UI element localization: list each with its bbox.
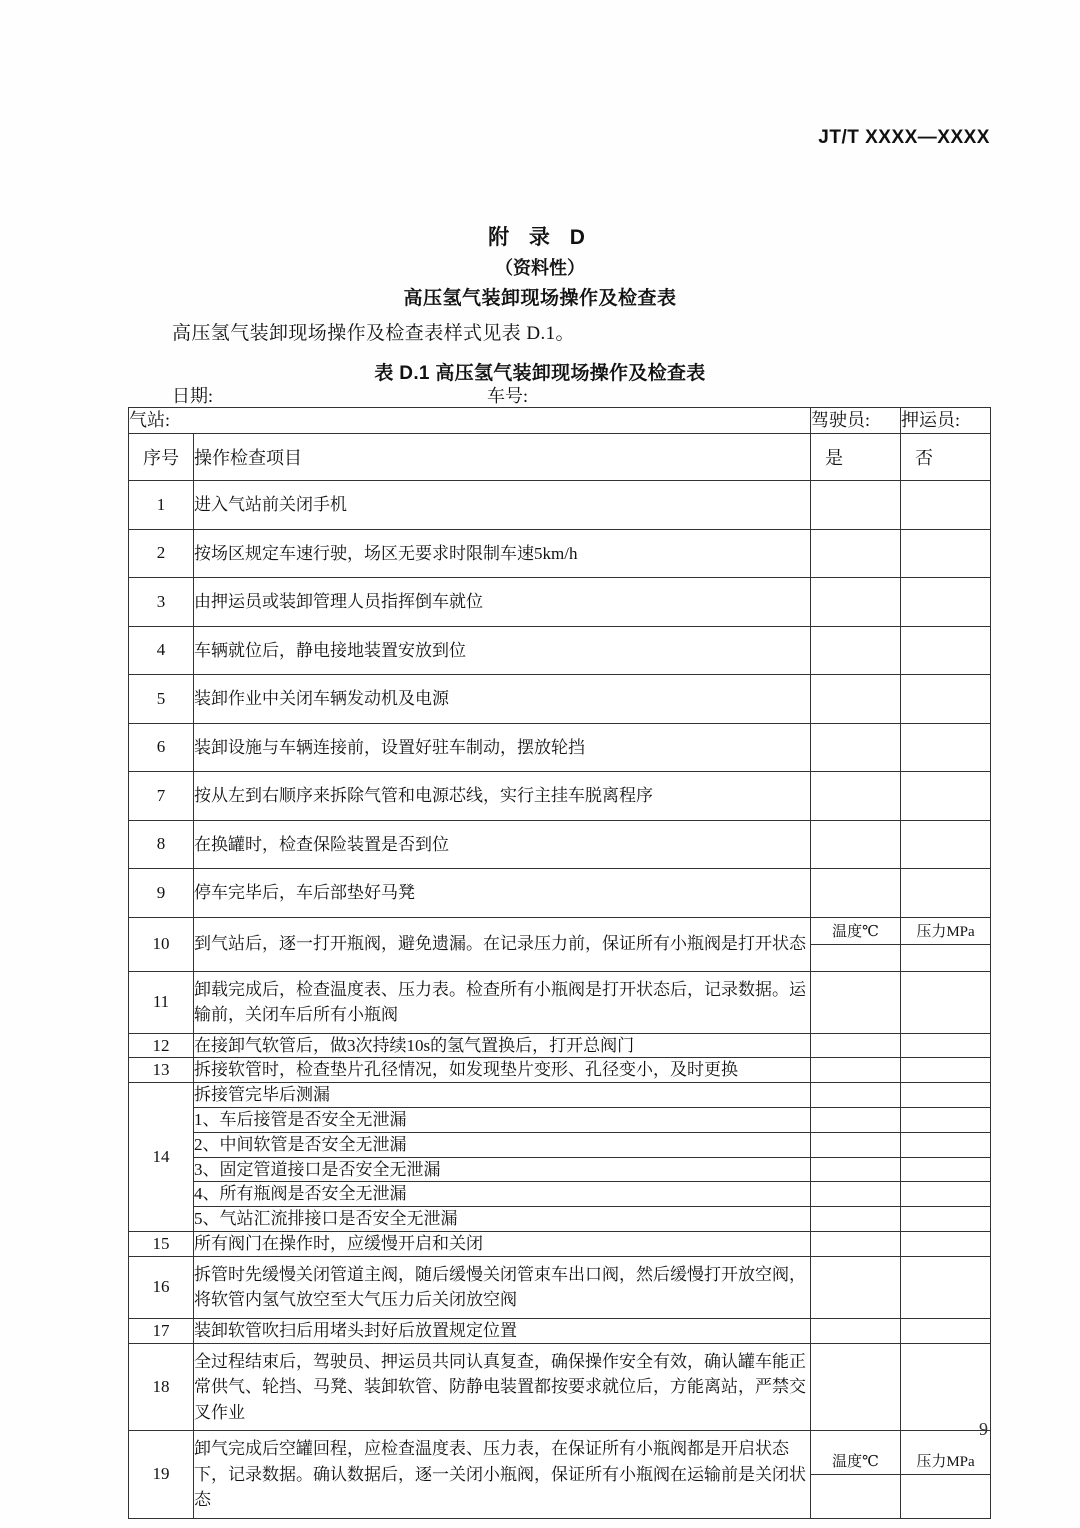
row-item-text: 停车完毕后，车后部垫好马凳 xyxy=(194,869,811,918)
row-yes-checkbox[interactable] xyxy=(811,1182,901,1207)
row-index: 6 xyxy=(129,723,194,772)
pressure-value-input[interactable] xyxy=(901,944,990,971)
row-subitem-text: 5、气站汇流排接口是否安全无泄漏 xyxy=(194,1207,811,1232)
row-index: 1 xyxy=(129,481,194,530)
row-no-checkbox[interactable] xyxy=(901,1343,991,1431)
row-yes-checkbox[interactable] xyxy=(811,1318,901,1343)
row-item-text: 拆接软管时，检查垫片孔径情况，如发现垫片变形、孔径变小，及时更换 xyxy=(194,1058,811,1083)
row-subitem-text: 2、中间软管是否安全无泄漏 xyxy=(194,1132,811,1157)
row-item-text: 全过程结束后，驾驶员、押运员共同认真复查，确保操作安全有效，确认罐车能正常供气、轮挡、马凳、装卸软管、防静电装置都按要求就位后，方能离站，严禁交叉作业 xyxy=(194,1343,811,1431)
table-row xyxy=(129,626,991,675)
plate-label: 车号: xyxy=(487,386,529,406)
row-item-text: 装卸设施与车辆连接前，设置好驻车制动，摆放轮挡 xyxy=(194,723,811,772)
row-index: 3 xyxy=(129,578,194,627)
pressure-label: 压力MPa xyxy=(901,1448,990,1475)
table-row xyxy=(129,820,991,869)
row-index: 13 xyxy=(129,1058,194,1083)
row-yes-checkbox[interactable] xyxy=(811,1058,901,1083)
table-caption: 表 D.1 高压氢气装卸现场操作及检查表 xyxy=(374,363,706,384)
row-no-checkbox[interactable] xyxy=(901,1256,991,1318)
row-yes-checkbox[interactable] xyxy=(811,820,901,869)
appendix-label: 附 录 D xyxy=(488,226,592,249)
row-no-checkbox[interactable] xyxy=(901,1207,991,1232)
pressure-value-input[interactable] xyxy=(901,1474,990,1501)
table-row xyxy=(129,869,991,918)
row-yes-checkbox[interactable] xyxy=(811,1132,901,1157)
row-item-text: 装卸软管吹扫后用堵头封好后放置规定位置 xyxy=(194,1318,811,1343)
row-no-checkbox[interactable] xyxy=(901,578,991,627)
lead-paragraph: 高压氢气装卸现场操作及检查表样式见表 D.1。 xyxy=(172,323,575,344)
row-yes-checkbox[interactable] xyxy=(811,723,901,772)
row-item-text: 拆接管完毕后测漏 xyxy=(194,1083,811,1108)
row-subitem-text: 3、固定管道接口是否安全无泄漏 xyxy=(194,1157,811,1182)
row-item-text: 所有阀门在操作时，应缓慢开启和关闭 xyxy=(194,1232,811,1257)
row-no-checkbox[interactable] xyxy=(901,723,991,772)
table-row-measurement xyxy=(129,1431,991,1519)
inspection-form-table xyxy=(128,407,991,1519)
row-subitem-text: 4、所有瓶阀是否安全无泄漏 xyxy=(194,1182,811,1207)
row-no-checkbox[interactable] xyxy=(901,1083,991,1108)
column-header-yes: 是 xyxy=(811,434,901,481)
row-index: 8 xyxy=(129,820,194,869)
row-subitem-text: 1、车后接管是否安全无泄漏 xyxy=(194,1108,811,1133)
column-header-no: 否 xyxy=(901,434,991,481)
row-item-text: 在接卸气软管后，做3次持续10s的氢气置换后，打开总阀门 xyxy=(194,1033,811,1058)
row-index: 17 xyxy=(129,1318,194,1343)
row-item-text: 车辆就位后，静电接地装置安放到位 xyxy=(194,626,811,675)
row-yes-checkbox[interactable] xyxy=(811,1232,901,1257)
row-item-text: 在换罐时，检查保险装置是否到位 xyxy=(194,820,811,869)
table-row-info xyxy=(129,408,991,434)
row-no-checkbox[interactable] xyxy=(901,1108,991,1133)
row-item-text: 卸载完成后，检查温度表、压力表。检查所有小瓶阀是打开状态后，记录数据。运输前，关闭车后所有小瓶阀 xyxy=(194,971,811,1033)
table-row xyxy=(129,529,991,578)
temperature-value-input[interactable] xyxy=(811,944,900,971)
driver-field[interactable]: 驾驶员: xyxy=(811,408,901,434)
row-no-checkbox[interactable] xyxy=(901,675,991,724)
table-header-row xyxy=(129,434,991,481)
row-no-checkbox[interactable] xyxy=(901,1058,991,1083)
table-row-subitem xyxy=(129,1182,991,1207)
row-index: 10 xyxy=(129,917,194,971)
row-yes-checkbox[interactable] xyxy=(811,1083,901,1108)
pressure-label: 压力MPa xyxy=(901,918,990,945)
table-row xyxy=(129,1343,991,1431)
row-no-checkbox[interactable] xyxy=(901,772,991,821)
row-no-checkbox[interactable] xyxy=(901,1157,991,1182)
row-yes-checkbox[interactable] xyxy=(811,1108,901,1133)
table-row-group-14 xyxy=(129,1083,991,1108)
column-header-item: 操作检查项目 xyxy=(194,434,811,481)
table-row xyxy=(129,1058,991,1083)
table-row xyxy=(129,1256,991,1318)
date-label: 日期: xyxy=(172,386,214,406)
row-yes-checkbox[interactable] xyxy=(811,578,901,627)
table-row-measurement xyxy=(129,917,991,971)
standard-code-header: JT/T XXXX—XXXX xyxy=(818,127,990,148)
table-row xyxy=(129,675,991,724)
row-index: 11 xyxy=(129,971,194,1033)
row-yes-checkbox[interactable] xyxy=(811,1033,901,1058)
row-yes-checkbox[interactable] xyxy=(811,971,901,1033)
table-row xyxy=(129,1033,991,1058)
row-yes-checkbox[interactable] xyxy=(811,869,901,918)
temperature-label: 温度℃ xyxy=(811,918,900,945)
row-no-checkbox[interactable] xyxy=(901,481,991,530)
row-index: 2 xyxy=(129,529,194,578)
table-row-subitem xyxy=(129,1132,991,1157)
row-index: 16 xyxy=(129,1256,194,1318)
table-row-subitem xyxy=(129,1207,991,1232)
row-yes-checkbox[interactable] xyxy=(811,1207,901,1232)
row-no-checkbox[interactable] xyxy=(901,529,991,578)
table-row xyxy=(129,578,991,627)
row-no-checkbox[interactable] xyxy=(901,626,991,675)
row-no-checkbox[interactable] xyxy=(901,1182,991,1207)
row-yes-checkbox[interactable] xyxy=(811,529,901,578)
row-index: 15 xyxy=(129,1232,194,1257)
row-yes-checkbox[interactable] xyxy=(811,675,901,724)
row-index: 14 xyxy=(129,1083,194,1232)
row-yes-checkbox[interactable] xyxy=(811,626,901,675)
row-pressure-cell[interactable] xyxy=(901,917,991,971)
row-index: 5 xyxy=(129,675,194,724)
row-index: 7 xyxy=(129,772,194,821)
row-no-checkbox[interactable] xyxy=(901,1318,991,1343)
row-no-checkbox[interactable] xyxy=(901,1232,991,1257)
row-yes-checkbox[interactable] xyxy=(811,1343,901,1431)
appendix-kind: （资料性） xyxy=(495,257,585,278)
row-item-text: 卸气完成后空罐回程，应检查温度表、压力表，在保证所有小瓶阀都是开启状态下，记录数据。确认数据后，逐一关闭小瓶阀，保证所有小瓶阀在运输前是关闭状态 xyxy=(194,1431,811,1519)
row-no-checkbox[interactable] xyxy=(901,1132,991,1157)
row-item-text: 按场区规定车速行驶，场区无要求时限制车速5km/h xyxy=(194,529,811,578)
temperature-value-input[interactable] xyxy=(811,1474,900,1501)
row-item-text: 按从左到右顺序来拆除气管和电源芯线，实行主挂车脱离程序 xyxy=(194,772,811,821)
table-row xyxy=(129,971,991,1033)
row-no-checkbox[interactable] xyxy=(901,971,991,1033)
appendix-name: 高压氢气装卸现场操作及检查表 xyxy=(403,288,677,310)
row-index: 4 xyxy=(129,626,194,675)
row-index: 12 xyxy=(129,1033,194,1058)
row-item-text: 进入气站前关闭手机 xyxy=(194,481,811,530)
row-no-checkbox[interactable] xyxy=(901,869,991,918)
row-index: 18 xyxy=(129,1343,194,1431)
table-row xyxy=(129,723,991,772)
row-item-text: 到气站后，逐一打开瓶阀，避免遗漏。在记录压力前，保证所有小瓶阀是打开状态 xyxy=(194,917,811,971)
row-no-checkbox[interactable] xyxy=(901,1033,991,1058)
table-row xyxy=(129,1318,991,1343)
row-yes-checkbox[interactable] xyxy=(811,1256,901,1318)
row-no-checkbox[interactable] xyxy=(901,820,991,869)
temperature-label: 温度℃ xyxy=(811,1448,900,1475)
row-temperature-cell[interactable] xyxy=(811,1431,901,1519)
table-row xyxy=(129,772,991,821)
station-field[interactable]: 气站: xyxy=(129,408,811,434)
appendix-title-block xyxy=(0,222,1080,315)
row-yes-checkbox[interactable] xyxy=(811,1157,901,1182)
row-item-text: 拆管时先缓慢关闭管道主阀，随后缓慢关闭管束车出口阀，然后缓慢打开放空阀，将软管内氢气放空至大气压力后关闭放空阀 xyxy=(194,1256,811,1318)
row-temperature-cell[interactable] xyxy=(811,917,901,971)
row-index: 9 xyxy=(129,869,194,918)
row-yes-checkbox[interactable] xyxy=(811,481,901,530)
row-yes-checkbox[interactable] xyxy=(811,772,901,821)
row-pressure-cell[interactable] xyxy=(901,1431,991,1519)
row-item-text: 由押运员或装卸管理人员指挥倒车就位 xyxy=(194,578,811,627)
table-row xyxy=(129,1232,991,1257)
escort-field[interactable]: 押运员: xyxy=(901,408,991,434)
row-index: 19 xyxy=(129,1431,194,1519)
table-row-subitem xyxy=(129,1157,991,1182)
table-row-subitem xyxy=(129,1108,991,1133)
page-number: 9 xyxy=(979,1419,988,1439)
row-item-text: 装卸作业中关闭车辆发动机及电源 xyxy=(194,675,811,724)
column-header-index: 序号 xyxy=(129,434,194,481)
table-row xyxy=(129,481,991,530)
